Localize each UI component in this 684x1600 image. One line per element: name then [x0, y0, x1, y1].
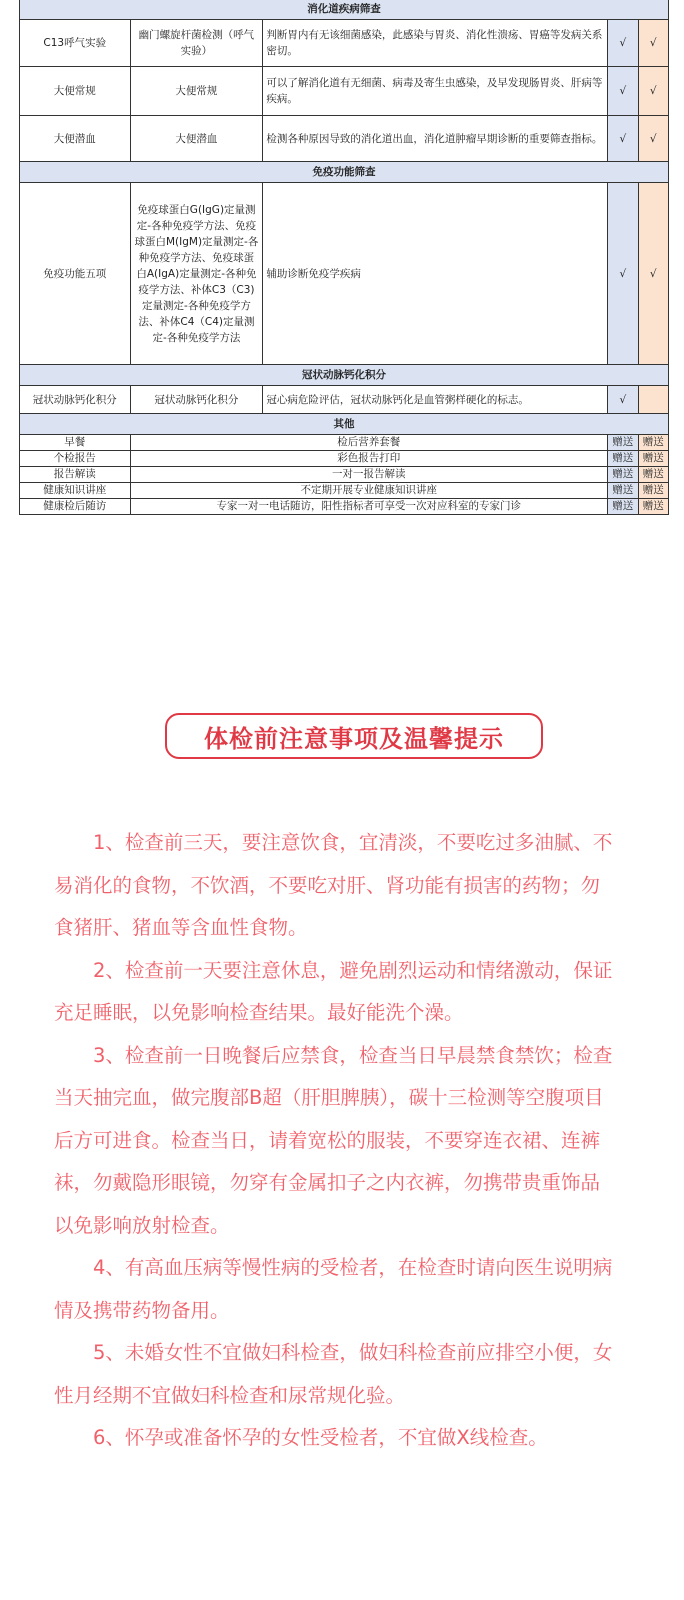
- item-name: 报告解读: [20, 467, 131, 483]
- item-content: 一对一报告解读: [130, 467, 608, 483]
- package-a-mark: 赠送: [608, 467, 638, 483]
- package-b-mark: 赠送: [638, 467, 669, 483]
- package-a-mark: √: [608, 20, 638, 67]
- note-paragraph: 5、未婚女性不宜做妇科检查，做妇科检查前应排空小便，女性月经期不宜做妇科检查和尿常规化验。: [54, 1341, 613, 1407]
- table-row: [20, 483, 669, 499]
- section-header-row: [20, 162, 669, 183]
- item-description: 辅助诊断免疫学疾病: [263, 183, 608, 365]
- table-row: [20, 67, 669, 116]
- table-row: [20, 467, 669, 483]
- section-header-row: [20, 0, 669, 20]
- item-content: 检后营养套餐: [130, 435, 608, 451]
- table-row: [20, 451, 669, 467]
- note-paragraph: 1、检查前三天，要注意饮食，宜清淡，不要吃过多油腻、不易消化的食物，不饮酒，不要吃对肝、肾功能有损害的药物；勿食猪肝、猪血等含血性食物。: [54, 831, 613, 939]
- table-row: [20, 386, 669, 414]
- package-b-mark: 赠送: [638, 451, 669, 467]
- section-title: 其他: [20, 414, 669, 435]
- item-content: 大便常规: [130, 67, 263, 116]
- package-b-mark: √: [638, 183, 669, 365]
- package-a-mark: √: [608, 386, 638, 414]
- package-a-mark: 赠送: [608, 499, 638, 515]
- package-a-mark: √: [608, 116, 638, 162]
- item-name: 大便常规: [20, 67, 131, 116]
- item-content: 免疫球蛋白G(IgG)定量测定-各种免疫学方法、免疫球蛋白M(IgM)定量测定-各种免疫学方法、免疫球蛋白A(IgA)定量测定-各种免疫学方法、补体C3（C3)定量测定-各种免疫学方法、补体C4（C4)定量测定-各种免疫学方法: [130, 183, 263, 365]
- item-content: 幽门螺旋杆菌检测（呼气实验）: [130, 20, 263, 67]
- item-name: 健康检后随访: [20, 499, 131, 515]
- item-description: 可以了解消化道有无细菌、病毒及寄生虫感染，及早发现肠胃炎、肝病等疾病。: [263, 67, 608, 116]
- section-header-row: [20, 414, 669, 435]
- notice-banner-title: 体检前注意事项及温馨提示: [165, 713, 543, 759]
- package-b-mark: 赠送: [638, 435, 669, 451]
- table-row: [20, 499, 669, 515]
- checkup-package-table: [19, 0, 669, 515]
- item-name: 健康知识讲座: [20, 483, 131, 499]
- package-a-mark: √: [608, 183, 638, 365]
- item-content: 彩色报告打印: [130, 451, 608, 467]
- package-b-mark: 赠送: [638, 483, 669, 499]
- package-b-mark: √: [638, 67, 669, 116]
- item-name: 个检报告: [20, 451, 131, 467]
- section-title: 免疫功能筛查: [20, 162, 669, 183]
- item-content: 冠状动脉钙化积分: [130, 386, 263, 414]
- package-b-mark: √: [638, 20, 669, 67]
- table-row: [20, 20, 669, 67]
- package-a-mark: 赠送: [608, 435, 638, 451]
- package-b-mark: [638, 386, 669, 414]
- item-name: 大便潜血: [20, 116, 131, 162]
- section-title: 冠状动脉钙化积分: [20, 365, 669, 386]
- note-paragraph: 6、怀孕或准备怀孕的女性受检者，不宜做X线检查。: [93, 1426, 548, 1449]
- table-row: [20, 183, 669, 365]
- package-b-mark: √: [638, 116, 669, 162]
- item-name: 早餐: [20, 435, 131, 451]
- note-paragraph: 2、检查前一天要注意休息，避免剧烈运动和情绪激动，保证充足睡眠，以免影响检查结果。最好能洗个澡。: [54, 958, 613, 1024]
- item-name: 免疫功能五项: [20, 183, 131, 365]
- item-content: 大便潜血: [130, 116, 263, 162]
- package-a-mark: √: [608, 67, 638, 116]
- package-a-mark: 赠送: [608, 483, 638, 499]
- item-content: 专家一对一电话随访，阳性指标者可享受一次对应科室的专家门诊: [130, 499, 608, 515]
- table-row: [20, 116, 669, 162]
- package-b-mark: 赠送: [638, 499, 669, 515]
- notes-list: [54, 822, 614, 1460]
- item-description: 检测各种原因导致的消化道出血，消化道肿瘤早期诊断的重要筛查指标。: [263, 116, 608, 162]
- package-a-mark: 赠送: [608, 451, 638, 467]
- section-header-row: [20, 365, 669, 386]
- item-description: 判断胃内有无该细菌感染，此感染与胃炎、消化性溃疡、胃癌等发病关系密切。: [263, 20, 608, 67]
- item-name: C13呼气实验: [20, 20, 131, 67]
- note-paragraph: 4、有高血压病等慢性病的受检者，在检查时请向医生说明病情及携带药物备用。: [54, 1256, 613, 1322]
- item-description: 冠心病危险评估，冠状动脉钙化是血管粥样硬化的标志。: [263, 386, 608, 414]
- section-title: 消化道疾病筛查: [20, 0, 669, 20]
- table-row: [20, 435, 669, 451]
- item-content: 不定期开展专业健康知识讲座: [130, 483, 608, 499]
- note-paragraph: 3、检查前一日晚餐后应禁食，检查当日早晨禁食禁饮；检查当天抽完血，做完腹部B超（肝胆脾胰），碳十三检测等空腹项目后方可进食。检查当日，请着宽松的服装，不要穿连衣裙、连裤袜，勿戴隐形眼镜，勿穿有金属扣子之内衣裤，勿携带贵重饰品以免影响放射检查。: [54, 1043, 613, 1237]
- item-name: 冠状动脉钙化积分: [20, 386, 131, 414]
